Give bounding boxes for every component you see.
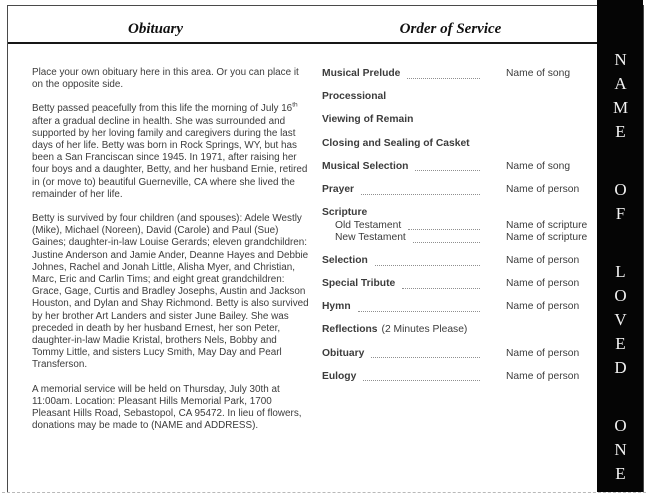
dotted-leader	[358, 311, 480, 312]
service-item-value: Name of person	[506, 254, 580, 266]
obituary-paragraph-service-info: A memorial service will be held on Thursday, July 30th at 11:00am. Location: Pleasant Hills Memorial Park, 1700 Pleasant Hills Road, Sebastopol, CA 95472. In lieu of flowers, donations may be made to (NAME and ADDRESS).	[32, 383, 302, 432]
service-item-value: Name of person	[506, 278, 580, 290]
obituary-paragraph-life-post: after a gradual decline in health. She was surrounded and supported by her loving family and caregivers during the last days of her life. Betty was born in Rock Springs, WY, but has been a San Franciscan since 1945. In 1971, after raising her four boys and a daughter, Betty, and her husband Ernie, retired in (or move to) beautiful Guerneville, CA where she lived the remainder of her life.	[32, 115, 308, 200]
obituary-paragraph-survivors: Betty is survived by four children (and spouses): Adele Westly (Mike), Michael (Noreen), David (Carole) and Paul (Sue) Gaines; daughter-in-law Louise Gerards; eleven grandchildren: Justine Anderson and Jamie Ander, Deanne Hayes and Debbie Johnes, Rachel and Jonah Little, Alisha Myer, and Christian, Marc, Eric and Carlin Tims; and eight great grandchildren: Grace, Gage, Curtis and Bradley Josephs, Austin and Jackson Houston, and Dylan and Shay Richmond. Betty is also survived by her brother Art Landers and sister June Bailey. She was preceded in death by her husband Ernest, her son Peter, daughter-in-law Madie Kristal, brothers Nels, Bobby and Tommy Little, and sisters Lucy Smith, May Day and Pearl Transferson.	[32, 213, 309, 371]
service-item-value: Name of scripture	[506, 219, 588, 231]
service-item-label: Eulogy	[322, 370, 357, 382]
service-item-new-testament	[322, 232, 596, 245]
obituary-placeholder-paragraph: Place your own obituary here in this area. Or you can place it on the opposite side.	[32, 67, 299, 91]
service-item-label: Musical Selection	[322, 160, 409, 172]
service-item-old-testament	[322, 220, 596, 233]
dotted-leader	[402, 288, 480, 289]
obituary-text-column	[32, 67, 309, 444]
service-item-value: Name of song	[506, 68, 571, 79]
service-item-value: Name of song	[506, 160, 571, 172]
dotted-leader	[415, 170, 480, 171]
service-item-label: Reflections	[322, 324, 378, 336]
dotted-leader	[408, 229, 480, 230]
order-of-service-list	[322, 68, 596, 394]
dotted-leader	[407, 78, 480, 79]
service-item-obituary	[322, 348, 596, 361]
service-item-label: Prayer	[322, 183, 355, 195]
service-item-scripture	[322, 207, 596, 220]
dotted-leader	[363, 380, 480, 381]
page-header	[8, 6, 598, 44]
service-item-hymn	[322, 301, 596, 314]
service-item-label: Old Testament	[335, 219, 402, 231]
service-item-prayer	[322, 184, 596, 197]
service-item-value: Name of person	[506, 370, 580, 382]
service-item-note: (2 Minutes Please)	[381, 324, 468, 336]
dotted-leader	[375, 265, 480, 266]
service-item-eulogy	[322, 371, 596, 384]
dotted-leader	[371, 357, 480, 358]
obituary-superscript: th	[292, 102, 298, 110]
service-item-musical-prelude	[322, 68, 596, 81]
service-item-value: Name of person	[506, 183, 580, 195]
service-item-label: Selection	[322, 254, 368, 266]
service-item-reflections	[322, 324, 596, 337]
service-item-selection	[322, 255, 596, 268]
name-of-loved-one-banner	[597, 0, 643, 492]
bottom-divider	[2, 492, 646, 493]
service-item-value: Name of person	[506, 301, 580, 313]
service-item-label: Special Tribute	[322, 278, 396, 290]
service-item-label: Musical Prelude	[322, 68, 401, 79]
dotted-leader	[413, 242, 480, 243]
service-item-value: Name of person	[506, 347, 580, 359]
dotted-leader	[361, 194, 480, 195]
service-item-label: Viewing of Remain	[322, 114, 414, 126]
obituary-paragraph-life-pre: Betty passed peacefully from this life the morning of July 16	[32, 103, 293, 115]
service-item-processional	[322, 91, 596, 104]
obituary-paragraph-life	[32, 103, 309, 201]
service-item-label: Closing and Sealing of Casket	[322, 137, 470, 149]
service-item-musical-selection	[322, 161, 596, 174]
order-of-service-column-title: Order of Service	[399, 21, 502, 37]
name-of-loved-one-text: NAME OF LOVED ONE	[611, 50, 630, 488]
service-item-label: Hymn	[322, 301, 351, 313]
service-item-viewing-of-remain	[322, 114, 596, 127]
service-item-value: Name of scripture	[506, 232, 588, 244]
service-item-special-tribute	[322, 278, 596, 291]
service-item-label: Obituary	[322, 347, 365, 359]
service-item-label: Scripture	[322, 207, 368, 219]
service-item-label: New Testament	[335, 232, 406, 244]
service-item-label: Processional	[322, 91, 387, 103]
obituary-column-title: Obituary	[127, 21, 183, 37]
service-item-closing-and-sealing	[322, 138, 596, 151]
